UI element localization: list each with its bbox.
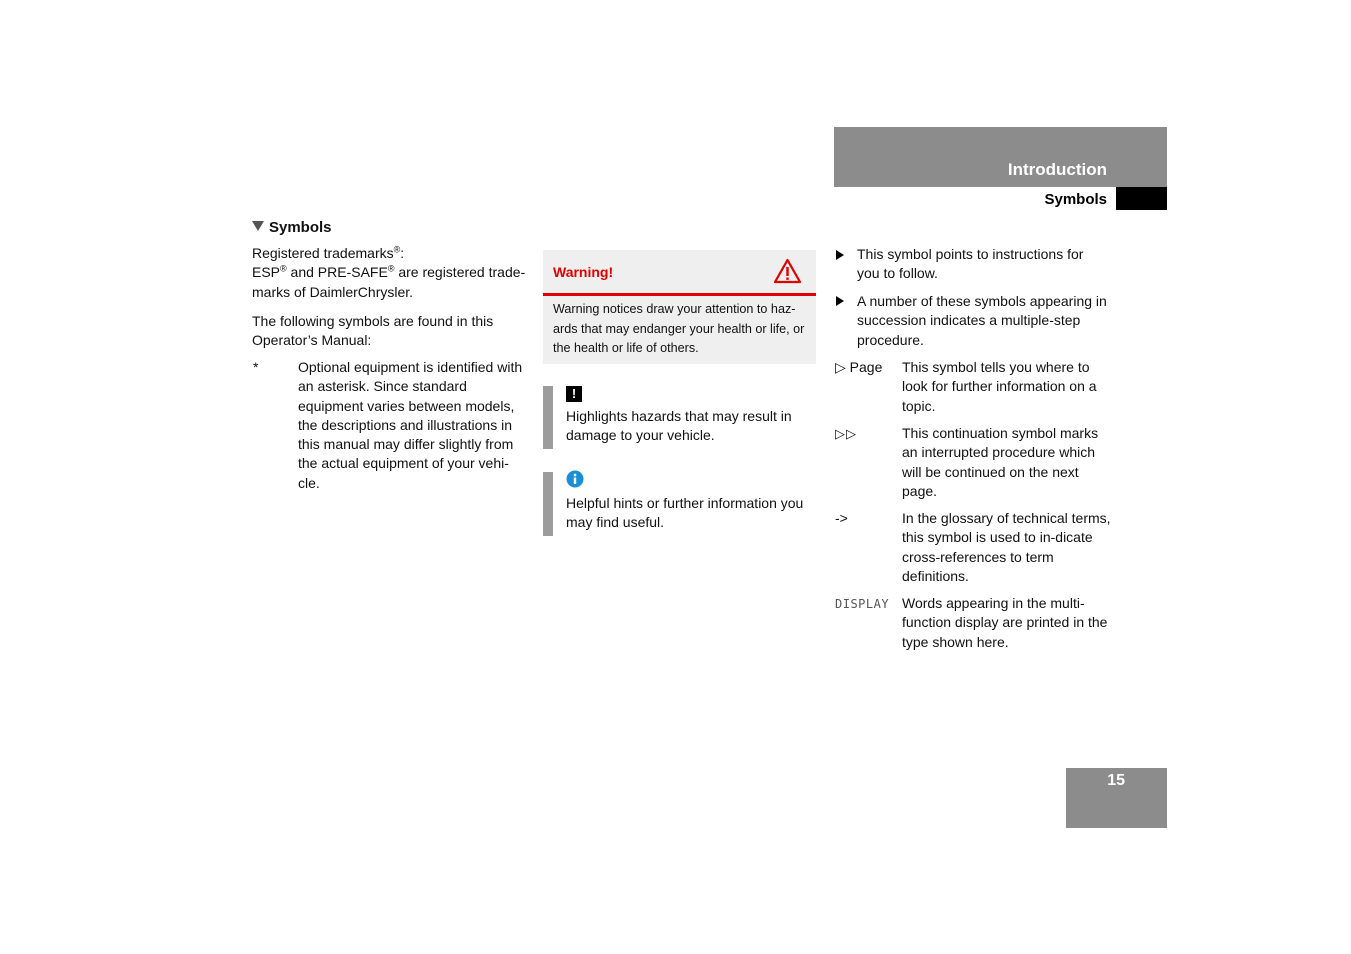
symbol-continuation: ▷▷ bbox=[835, 426, 857, 441]
registered-mark: ® bbox=[387, 263, 395, 274]
symbol-cross-reference: -> bbox=[835, 510, 848, 526]
warning-text: Warning notices draw your attention to haz-ards that may endanger your health or life, or the health or life of others. bbox=[553, 302, 805, 355]
section-heading-text: Symbols bbox=[269, 219, 332, 236]
symbols-intro: The following symbols are found in this Operator’s Manual: bbox=[252, 313, 494, 349]
asterisk-description: Optional equipment is identified with an asterisk. Since standard equipment varies between models, the descriptions and illustrations in this manual may differ slightly from the actual equipment of your vehi-cle. bbox=[298, 359, 523, 491]
info-notice-text: Helpful hints or further information you may find useful. bbox=[566, 495, 804, 531]
registered-mark: ® bbox=[280, 263, 287, 274]
trademark-paragraph bbox=[252, 244, 532, 302]
triangle-down-icon bbox=[252, 221, 264, 231]
section-heading bbox=[252, 219, 332, 236]
symbol-display: DISPLAY bbox=[835, 597, 890, 611]
instruction-arrow-icon bbox=[836, 296, 844, 306]
notice-bar bbox=[543, 472, 553, 536]
damage-notice-text: Highlights hazards that may result in damage to your vehicle. bbox=[566, 408, 792, 444]
bullet-item: A number of these symbols appearing in succession indicates a multiple-step procedure. bbox=[857, 293, 1107, 348]
header-marker bbox=[1116, 187, 1167, 210]
warning-divider bbox=[543, 293, 816, 296]
instruction-arrow-icon bbox=[836, 250, 844, 260]
notice-bar bbox=[543, 386, 553, 449]
bullet-item: This symbol points to instructions for you to follow. bbox=[857, 246, 1084, 282]
trademark-intro: Registered trademarks bbox=[252, 245, 394, 261]
asterisk-symbol: * bbox=[253, 359, 259, 375]
trademark-pre-safe: and PRE-SAFE bbox=[286, 264, 388, 281]
warning-triangle-icon bbox=[773, 258, 802, 284]
exclamation-icon: ! bbox=[566, 386, 582, 402]
symbol-description: In the glossary of technical terms, this symbol is used to in-dicate cross-references to term definitions. bbox=[902, 510, 1111, 584]
trademark-esp: ESP bbox=[252, 264, 281, 281]
trademark-rest: are registered trade-marks of DaimlerChrysler. bbox=[252, 264, 526, 300]
symbol-page: ▷ Page bbox=[835, 359, 883, 375]
symbol-description: This continuation symbol marks an interrupted procedure which will be continued on the next page. bbox=[902, 425, 1099, 499]
section-title: Symbols bbox=[1044, 191, 1107, 208]
info-icon bbox=[566, 470, 584, 488]
page-number: 15 bbox=[1107, 772, 1125, 789]
trademark-colon: : bbox=[400, 245, 405, 261]
chapter-title: Introduction bbox=[1007, 160, 1107, 179]
warning-title: Warning! bbox=[553, 264, 614, 280]
symbol-description: This symbol tells you where to look for further information on a topic. bbox=[902, 359, 1097, 414]
header-bar bbox=[834, 127, 1167, 187]
symbol-description: Words appearing in the multi-function display are printed in the type shown here. bbox=[902, 595, 1108, 650]
registered-mark: ® bbox=[393, 244, 401, 255]
